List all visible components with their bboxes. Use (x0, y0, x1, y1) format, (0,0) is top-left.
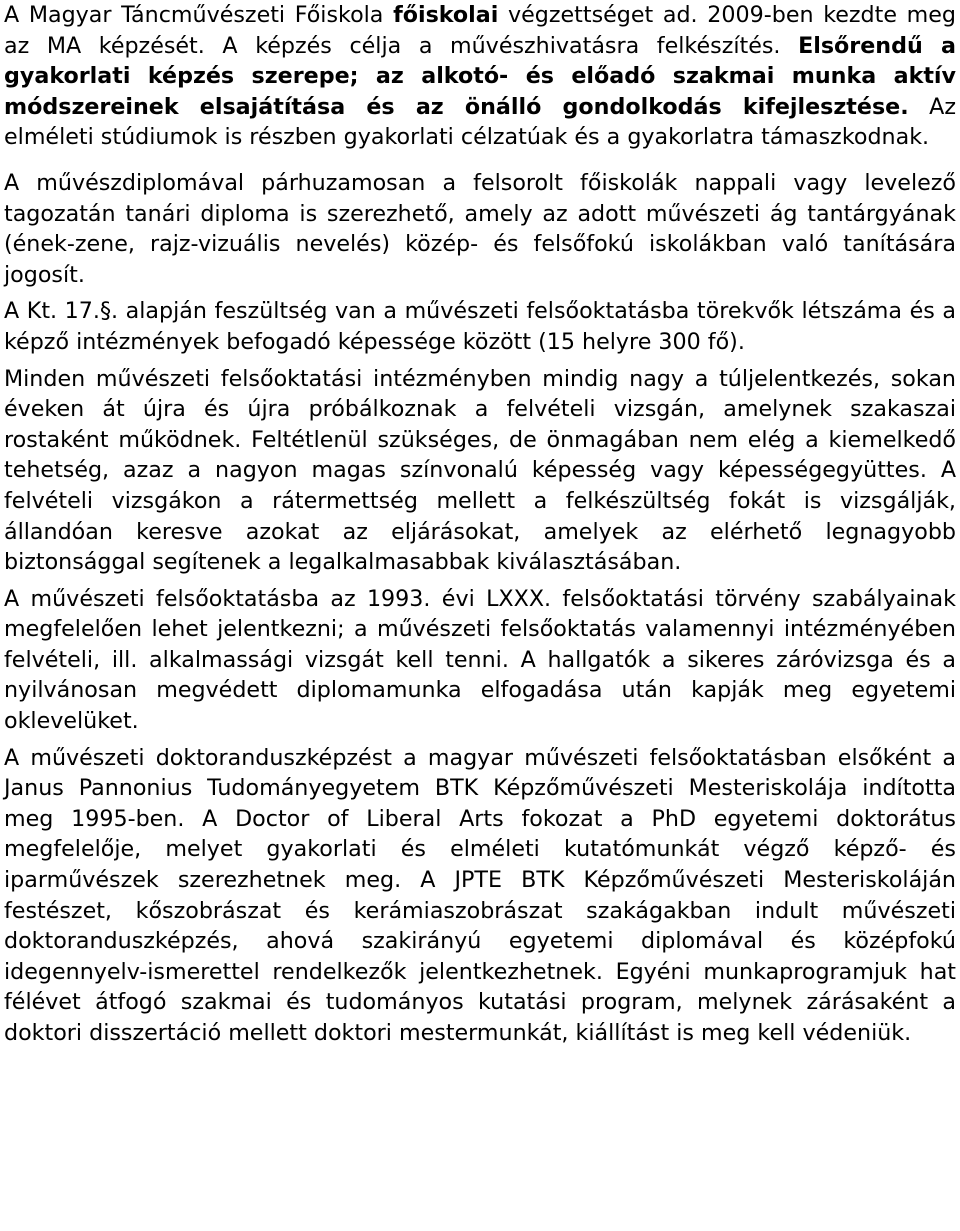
p1-bold-term: főiskolai (393, 2, 499, 28)
paragraph-4: Minden művészeti felsőoktatási intézményben mindig nagy a túljelentkezés, sokan éveken át újra és újra próbálkoznak a felvételi vizsgán, amelynek szakaszai rostaként működnek. Feltétlenül szükséges, de önmagában nem elég a kiemelkedő tehetség, azaz a nagyon magas színvonalú képesség vagy képességegyüttes. A felvételi vizsgákon a rátermettség mellett a felkészültség fokát is vizsgálják, állandóan keresve azokat az eljárásokat, amelyek az elérhető legnagyobb biztonsággal segítenek a legalkalmasabbak kiválasztásában. (4, 365, 956, 576)
document-page (4, 0, 956, 1049)
paragraph-1 (4, 0, 956, 153)
p1-sentence-1a: A Magyar Táncművészeti Főiskola (4, 2, 394, 28)
p1-bold-sentence: Elsőrendű a gyakorlati képzés szerepe; az alkotó- és előadó szakmai munka aktív módszereinek elsajátítása és az önálló gondolkodás kifejlesztése. (4, 32, 956, 120)
paragraph-2: A művészdiplomával párhuzamosan a felsorolt főiskolák nappali vagy levelező tagozatán tanári diploma is szerezhető, amely az adott művészeti ág tantárgyának (ének-zene, rajz-vizuális nevelés) közép- és felsőfokú iskolákban való tanítására jogosít. (4, 169, 956, 288)
paragraph-5: A művészeti felsőoktatásba az 1993. évi LXXX. felsőoktatási törvény szabályainak megfelelően lehet jelentkezni; a művészeti felsőoktatás valamennyi intézményében felvételi, ill. alkalmassági vizsgát kell tenni. A hallgatók a sikeres záróvizsga és a nyilvánosan megvédett diplomamunka elfogadása után kapják meg egyetemi oklevelüket. (4, 585, 956, 735)
p1-sentence-1c: végzettséget ad. 2009-ben kezdte meg az MA képzését. A képzés célja a művészhivatásra felkészítés. (4, 2, 956, 59)
paragraph-3: A Kt. 17.§. alapján feszültség van a művészeti felsőoktatásba törekvők létszáma és a képző intézmények befogadó képessége között (15 helyre 300 fő). (4, 298, 956, 355)
paragraph-6: A művészeti doktoranduszképzést a magyar művészeti felsőoktatásban elsőként a Janus Pannonius Tudományegyetem BTK Képzőművészeti Mesteriskolája indította meg 1995-ben. A Doctor of Liberal Arts fokozat a PhD egyetemi doktorátus megfelelője, melyet gyakorlati és elméleti kutatómunkát végző képző- és iparművészek szerezhetnek meg. A JPTE BTK Képzőművészeti Mesteriskoláján festészet, kőszobrászat és kerámiaszobrászat szakágakban indult művészeti doktoranduszképzés, ahová szakirányú egyetemi diplomával és középfokú idegennyelv-ismerettel rendelkezők jelentkezhetnek. Egyéni munkaprogramjuk hat félévet átfogó szakmai és tudományos kutatási program, melynek zárásaként a doktori disszertáció mellett doktori mestermunkát, kiállítást is meg kell védeniük. (4, 744, 956, 1046)
p1-sentence-3: Az elméleti stúdiumok is részben gyakorlati célzatúak és a gyakorlatra támaszkodnak. (4, 93, 956, 151)
